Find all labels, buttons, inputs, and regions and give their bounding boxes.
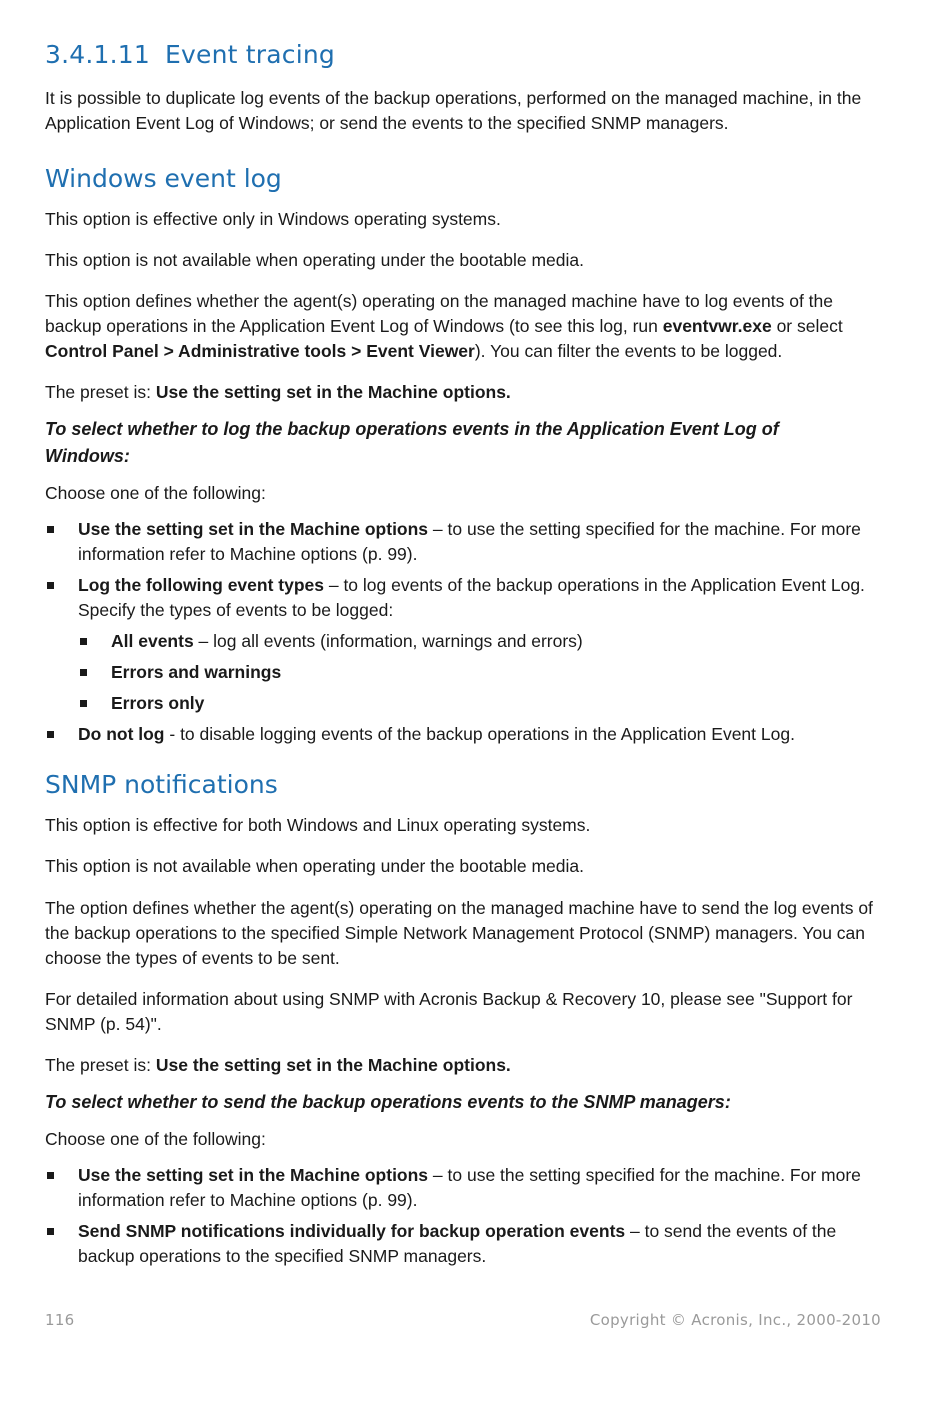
bullet-square-icon <box>80 638 87 645</box>
eventvwr-command: eventvwr.exe <box>662 316 772 336</box>
bullet-square-icon <box>80 669 87 676</box>
event-viewer-path: Control Panel > Administrative tools > Event Viewer <box>45 341 475 361</box>
option-label: Log the following event types <box>78 575 324 595</box>
option-description: – to use the setting specified for the machine. For more information refer to Machine options (p. 99). <box>78 519 861 564</box>
bullet-square-icon <box>80 700 87 707</box>
windows-p1: This option is effective only in Windows operating systems. <box>45 209 501 229</box>
bullet-square-icon <box>47 1172 54 1179</box>
windows-preset-value: Use the setting set in the Machine options. <box>155 382 511 402</box>
windows-event-log-heading: Windows event log <box>45 164 282 193</box>
snmp-p2: This option is not available when operating under the bootable media. <box>45 856 584 876</box>
option-label: Use the setting set in the Machine options <box>78 519 429 539</box>
section-intro: It is possible to duplicate log events of the backup operations, performed on the managed machine, in the Application Event Log of Windows; or send the events to the specified SNMP managers. <box>45 88 862 133</box>
copyright-notice: Copyright © Acronis, Inc., 2000-2010 <box>589 1311 881 1329</box>
windows-preset-label: The preset is: <box>45 382 156 402</box>
snmp-p3: The option defines whether the agent(s) operating on the managed machine have to send the log events of the backup operations to the specified Simple Network Management Protocol (SNMP) managers. You can choose the types of events to be sent. <box>45 898 873 968</box>
snmp-p1: This option is effective for both Windows and Linux operating systems. <box>45 815 591 835</box>
bullet-square-icon <box>47 582 54 589</box>
snmp-preset <box>45 1053 885 1078</box>
windows-p2: This option is not available when operating under the bootable media. <box>45 250 584 270</box>
option-description: – to log events of the backup operations in the Application Event Log. Specify the types of events to be logged: <box>78 575 865 620</box>
snmp-notifications-heading: SNMP notifications <box>45 770 278 799</box>
snmp-choose: Choose one of the following: <box>45 1129 266 1149</box>
snmp-preset-value: Use the setting set in the Machine options. <box>155 1055 511 1075</box>
section-number: 3.4.1.11 <box>45 40 150 69</box>
windows-p3-text-e: ). You can filter the events to be logged. <box>474 341 783 361</box>
bullet-square-icon <box>47 526 54 533</box>
option-description: – to use the setting specified for the machine. For more information refer to Machine options (p. 99). <box>78 1165 861 1210</box>
snmp-procedure-heading: To select whether to send the backup operations events to the SNMP managers: <box>45 1092 731 1112</box>
snmp-p4: For detailed information about using SNMP with Acronis Backup & Recovery 10, please see "Support for SNMP (p. 54)". <box>45 989 853 1034</box>
option-label: Send SNMP notifications individually for backup operation events <box>78 1221 626 1241</box>
windows-p3-text-c: or select <box>771 316 843 336</box>
windows-procedure-heading: To select whether to log the backup operations events in the Application Event Log of Windows: <box>45 419 779 466</box>
section-title: Event tracing <box>165 40 335 69</box>
page-number: 116 <box>45 1311 75 1329</box>
windows-preset <box>45 380 885 405</box>
option-description: - to disable logging events of the backup operations in the Application Event Log. <box>164 724 795 744</box>
windows-p3 <box>45 289 885 364</box>
snmp-preset-label: The preset is: <box>45 1055 156 1075</box>
bullet-square-icon <box>47 731 54 738</box>
section-heading <box>45 40 335 69</box>
option-description: – log all events (information, warnings and errors) <box>193 631 583 651</box>
windows-choose: Choose one of the following: <box>45 483 266 503</box>
option-label: Use the setting set in the Machine options <box>78 1165 429 1185</box>
option-label: Errors and warnings <box>111 662 282 682</box>
windows-p3-text-a: This option defines whether the agent(s) operating on the managed machine have to log events of the backup operations in the Application Event Log of Windows (to see this log, run <box>45 291 834 336</box>
option-label: Do not log <box>78 724 165 744</box>
bullet-square-icon <box>47 1228 54 1235</box>
option-label: All events <box>111 631 194 651</box>
option-label: Errors only <box>111 693 205 713</box>
option-description: – to send the events of the backup operations to the specified SNMP managers. <box>78 1221 837 1266</box>
